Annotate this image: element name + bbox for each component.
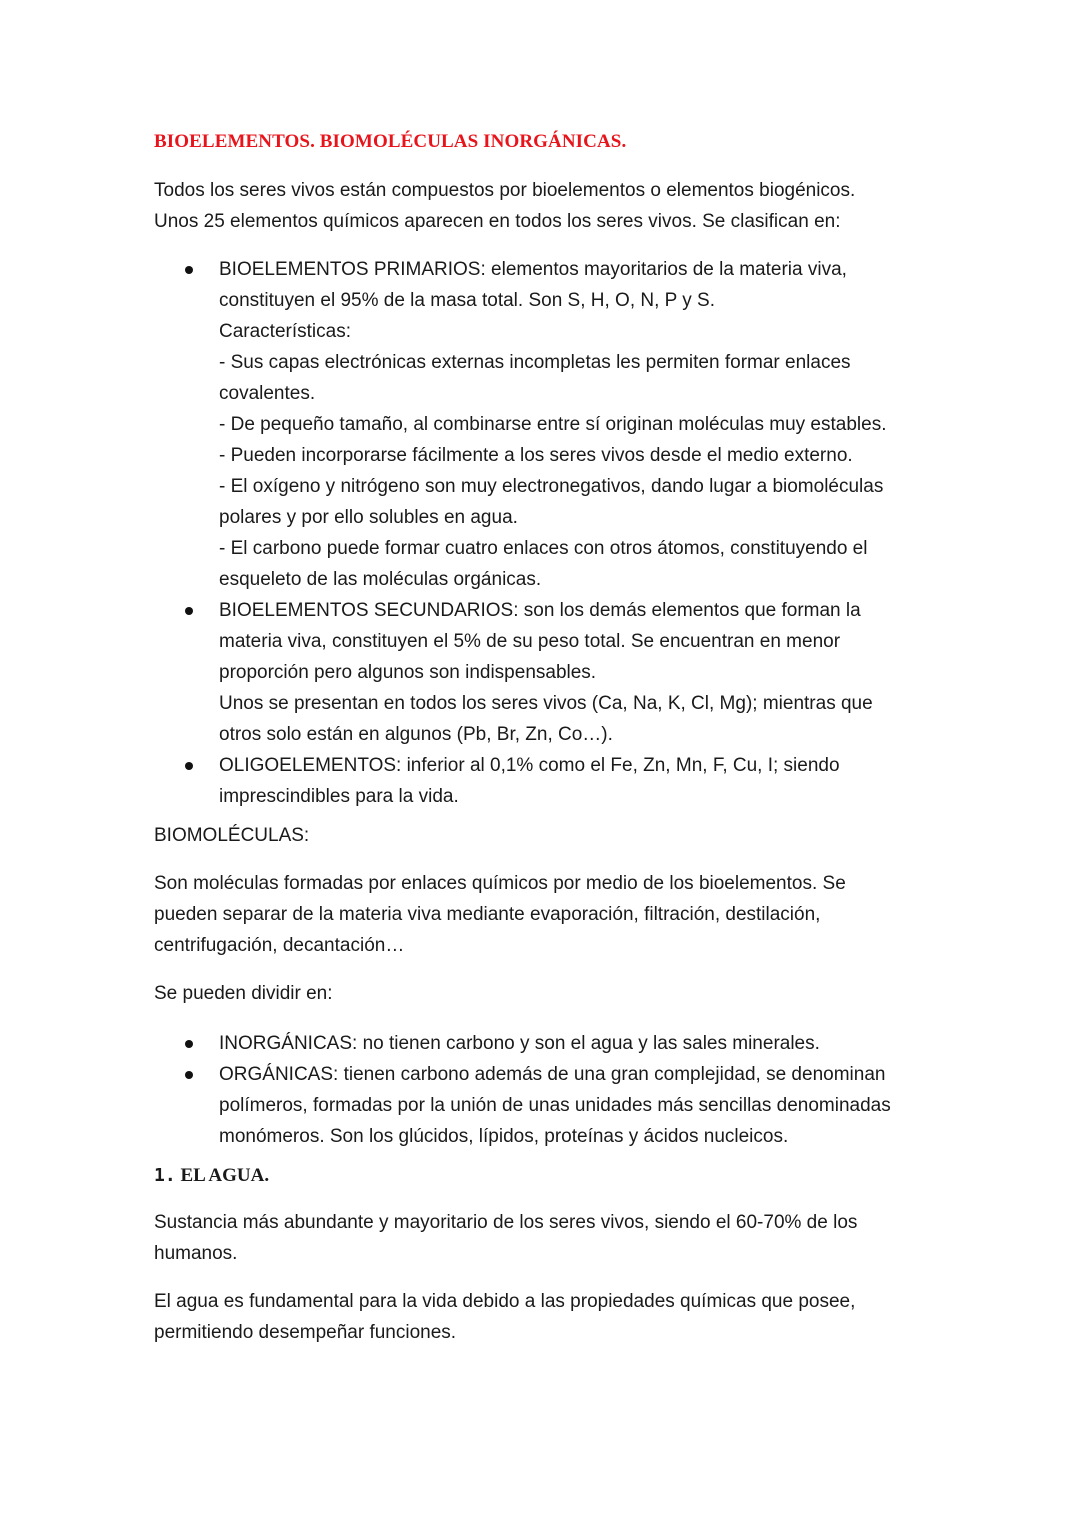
list-line: esqueleto de las moléculas orgánicas. [219, 569, 542, 590]
list-item-primarios [154, 254, 934, 595]
intro-paragraph [154, 175, 934, 237]
paragraph-line: pueden separar de la materia viva mediante evaporación, filtración, destilación, [154, 904, 821, 925]
list-line: Características: [219, 321, 351, 342]
agua-paragraph-1 [154, 1207, 934, 1269]
list-line: OLIGOELEMENTOS: inferior al 0,1% como el Fe, Zn, Mn, F, Cu, I; siendo [219, 755, 840, 776]
bullet-icon [185, 607, 193, 615]
intro-line: Unos 25 elementos químicos aparecen en todos los seres vivos. Se clasifican en: [154, 211, 841, 232]
bullet-icon [185, 1071, 193, 1079]
paragraph-line: Son moléculas formadas por enlaces químicos por medio de los bioelementos. Se [154, 873, 846, 894]
list-item-organicas [154, 1059, 934, 1152]
paragraph-line: permitiendo desempeñar funciones. [154, 1322, 457, 1343]
list-item-secundarios [154, 595, 934, 750]
list-item-inorganicas [154, 1028, 934, 1059]
paragraph-line: humanos. [154, 1243, 238, 1264]
paragraph-line: Sustancia más abundante y mayoritario de los seres vivos, siendo el 60-70% de los [154, 1212, 858, 1233]
list-item-oligoelementos [154, 750, 934, 812]
list-line: - De pequeño tamaño, al combinarse entre sí originan moléculas muy estables. [219, 414, 887, 435]
list-line: ORGÁNICAS: tienen carbono además de una gran complejidad, se denominan [219, 1064, 886, 1085]
list-line: otros solo están en algunos (Pb, Br, Zn, Co…). [219, 724, 613, 745]
dividir-paragraph: Se pueden dividir en: [154, 983, 333, 1004]
document-page [154, 128, 934, 1348]
bullet-icon [185, 266, 193, 274]
list-line: - Pueden incorporarse fácilmente a los seres vivos desde el medio externo. [219, 445, 853, 466]
list-line: - Sus capas electrónicas externas incompletas les permiten formar enlaces [219, 352, 851, 373]
list-line: imprescindibles para la vida. [219, 786, 459, 807]
list-line: polares y por ello solubles en agua. [219, 507, 518, 528]
list-line: proporción pero algunos son indispensables. [219, 662, 597, 683]
list-line: materia viva, constituyen el 5% de su peso total. Se encuentran en menor [219, 631, 841, 652]
agua-paragraph-2 [154, 1286, 934, 1348]
list-line: INORGÁNICAS: no tienen carbono y son el agua y las sales minerales. [219, 1033, 820, 1054]
list-line: polímeros, formadas por la unión de unas unidades más sencillas denominadas [219, 1095, 891, 1116]
document-title: BIOELEMENTOS. BIOMOLÉCULAS INORGÁNICAS. [154, 131, 627, 152]
list-line: BIOELEMENTOS SECUNDARIOS: son los demás elementos que forman la [219, 600, 861, 621]
bullet-icon [185, 762, 193, 770]
list-line: BIOELEMENTOS PRIMARIOS: elementos mayoritarios de la materia viva, [219, 259, 847, 280]
list-line: - El carbono puede formar cuatro enlaces con otros átomos, constituyendo el [219, 538, 868, 559]
biomoleculas-heading: BIOMOLÉCULAS: [154, 825, 310, 846]
intro-line: Todos los seres vivos están compuestos por bioelementos o elementos biogénicos. [154, 180, 856, 201]
list-line: - El oxígeno y nitrógeno son muy electronegativos, dando lugar a biomoléculas [219, 476, 884, 497]
section-heading-agua [154, 1160, 934, 1191]
list-line: covalentes. [219, 383, 316, 404]
section-title: EL AGUA. [180, 1165, 270, 1186]
bullet-icon [185, 1040, 193, 1048]
section-number: 1. [154, 1165, 176, 1186]
list-line: Unos se presentan en todos los seres vivos (Ca, Na, K, Cl, Mg); mientras que [219, 693, 873, 714]
tipos-list [154, 1028, 934, 1152]
paragraph-line: centrifugación, decantación… [154, 935, 405, 956]
paragraph-line: El agua es fundamental para la vida debido a las propiedades químicas que posee, [154, 1291, 856, 1312]
list-line: monómeros. Son los glúcidos, lípidos, proteínas y ácidos nucleicos. [219, 1126, 789, 1147]
bioelementos-list [154, 254, 934, 812]
list-line: constituyen el 95% de la masa total. Son S, H, O, N, P y S. [219, 290, 716, 311]
biomoleculas-paragraph [154, 868, 934, 961]
